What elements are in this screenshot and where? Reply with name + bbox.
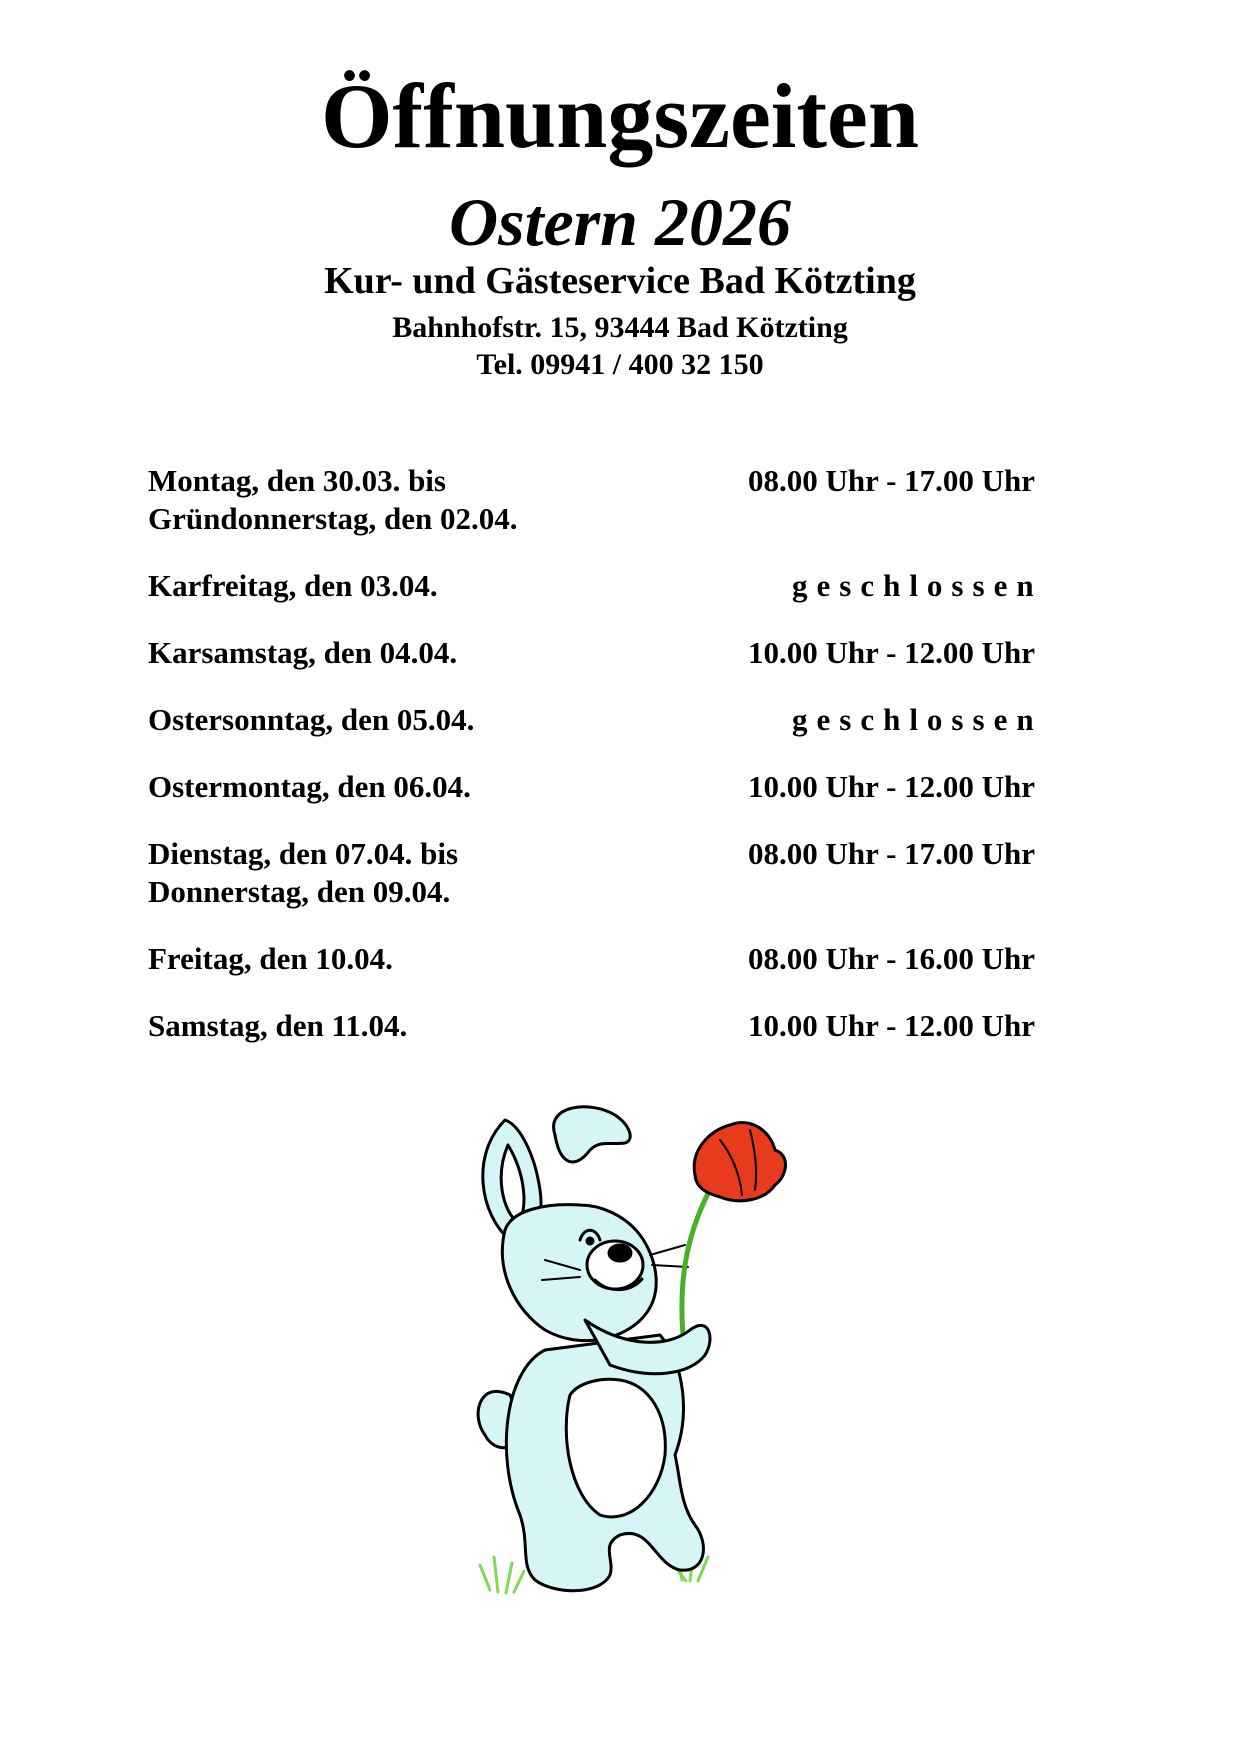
schedule-day-line: Ostermontag, den 06.04. (148, 769, 471, 804)
schedule-day (148, 835, 708, 911)
schedule-day-line: Samstag, den 11.04. (148, 1008, 408, 1043)
schedule-time: 08.00 Uhr - 17.00 Uhr (748, 836, 1036, 871)
easter-bunny-with-tulip-icon (450, 1095, 850, 1615)
schedule-day-line: Ostersonntag, den 05.04. (148, 702, 475, 737)
schedule-day-line: Gründonnerstag, den 02.04. (148, 501, 518, 536)
schedule-time: 08.00 Uhr - 17.00 Uhr (748, 463, 1036, 498)
schedule-time: 10.00 Uhr - 12.00 Uhr (748, 635, 1036, 670)
schedule-day (148, 634, 708, 672)
schedule-day-line: Karfreitag, den 03.04. (148, 568, 438, 603)
schedule-day (148, 701, 708, 739)
schedule-time-closed: geschlossen (792, 568, 1043, 603)
schedule-day (148, 768, 708, 806)
page-title: Öffnungszeiten (321, 65, 919, 167)
schedule-day-line: Dienstag, den 07.04. bis (148, 836, 459, 871)
schedule-day (148, 1007, 708, 1045)
page-subtitle: Ostern 2026 (449, 184, 791, 260)
phone-number: Tel. 09941 / 400 32 150 (476, 348, 764, 381)
schedule-time: 08.00 Uhr - 16.00 Uhr (748, 941, 1036, 976)
schedule-day-line: Montag, den 30.03. bis (148, 463, 446, 498)
address: Bahnhofstr. 15, 93444 Bad Kötzting (392, 311, 848, 344)
schedule-day (148, 462, 708, 538)
schedule-day-line: Donnerstag, den 09.04. (148, 874, 451, 909)
schedule-day-line: Freitag, den 10.04. (148, 941, 393, 976)
schedule-day (148, 567, 708, 605)
tulip-icon (694, 1123, 785, 1201)
schedule-day (148, 940, 708, 978)
schedule-day-line: Karsamstag, den 04.04. (148, 635, 458, 670)
schedule-time: 10.00 Uhr - 12.00 Uhr (748, 1008, 1036, 1043)
schedule-time-closed: geschlossen (792, 702, 1043, 737)
schedule-time: 10.00 Uhr - 12.00 Uhr (748, 769, 1036, 804)
organization-name: Kur- und Gästeservice Bad Kötzting (324, 260, 916, 302)
